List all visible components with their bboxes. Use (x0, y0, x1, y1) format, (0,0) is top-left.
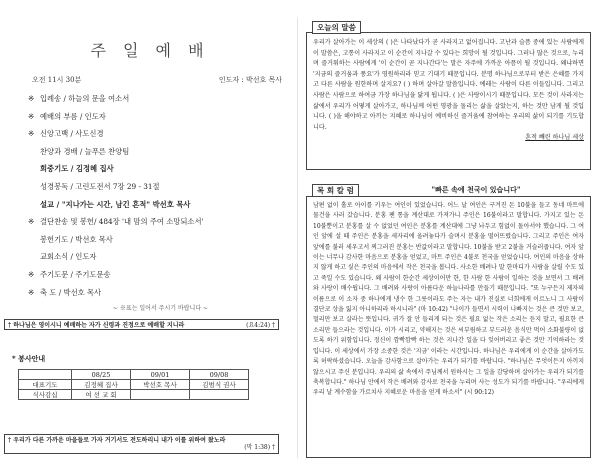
stand-mark: ※ (28, 94, 35, 103)
table-header-cell: 08/25 (72, 370, 131, 380)
table-cell: 박선호 목사 (131, 380, 190, 390)
order-item-text: 축 도 / 박선호 목사 (40, 287, 102, 297)
table-header-row (19, 370, 249, 380)
order-item-text: 신앙고백 / 사도신경 (40, 129, 104, 139)
scripture-banner (4, 319, 279, 330)
order-item (28, 95, 293, 113)
order-item (28, 218, 293, 236)
table-header-cell: 09/08 (190, 370, 249, 380)
stand-mark: ※ (28, 269, 35, 279)
service-leader: 인도자 : 박선호 목사 (218, 76, 282, 84)
stand-mark: ※ (28, 129, 35, 139)
table-header-cell (19, 370, 72, 380)
order-item (28, 236, 293, 254)
order-item (28, 183, 293, 201)
table-cell (190, 390, 249, 400)
column-divider (297, 18, 298, 458)
mission-ref: (막 1:38) † (244, 444, 275, 451)
order-item (28, 271, 293, 289)
order-item-text: 찬양과 경배 / 늘푸른 찬양팀 (40, 146, 130, 156)
scripture-text: † 하나님은 영이시니 예배하는 자가 신령과 진정으로 예배할 지니라 (8, 322, 185, 329)
table-header-cell: 09/01 (131, 370, 190, 380)
order-of-worship (28, 95, 293, 312)
page-title: 주 일 예 배 (90, 41, 210, 60)
service-info (32, 75, 282, 85)
serve-table (18, 369, 249, 400)
stand-mark: ※ (28, 217, 35, 227)
table-cell: 식사감십 (19, 390, 72, 400)
scripture-ref: (요4:24) † (246, 322, 275, 329)
order-item-text: 입례송 / 하늘의 문을 여소서 (40, 94, 130, 103)
order-item (28, 253, 293, 271)
mission-banner (4, 434, 279, 454)
order-item-text: 주기도문 / 주기도문송 (40, 269, 111, 279)
stand-mark: ※ (28, 287, 35, 297)
table-cell: 김범식 권사 (190, 380, 249, 390)
order-item (28, 165, 293, 183)
pastor-column-heading: 목 회 칼 럼 (312, 184, 359, 197)
pastor-column-title: "빠른 속에 천국이 있습니다" (431, 185, 521, 194)
table-row (19, 390, 249, 400)
pastor-column-box (306, 196, 591, 458)
table-row (19, 380, 249, 390)
stand-mark: ※ (28, 111, 35, 121)
order-item-text: 교회소식 / 인도자 (40, 252, 97, 262)
order-item-text: 봉헌기도 / 박선호 목사 (40, 234, 113, 244)
serve-section-title: * 봉사안내 (12, 354, 46, 363)
service-time: 오전 11시 30분 (32, 76, 82, 84)
pastor-column-body: 남편 없이 홀로 아이를 키우는 여인이 있었습니다. 어느 날 여인은 구겨진 돈 10불을 들고 동네 마트에 물건을 사러 갔습니다. 분홍 팬 통을 계산대로 가져가니 주인은 16불이라고 말합니다. 가지고 있는 돈 10불뿐이고 분홍를 살 수 없었던 여인은 분홍를 계산대에 그냥 놔두고 힘없이 돌아서야 했습니다. 그 여인 앞에 설 때 주인은 분홍을 세자리에 올려놓다가 슬며시 분홍을 떨어뜨렸습니다. 그리고 주인은 여자 앞에를 불러 세우고서 찌그러진 분홍는 반값이라고 말합니다. 10불을 받고 2불을 거슬러줍니다. 여자 앞이는 너무나 감사한 마음으로 분홍을 얻었고, 마트 주인은 4불로 천국을 얻었습니다. 여인의 마음을 상하지 않게 하고 싶은 주인의 마음에서 작은 천국을 봅니다. 사소한 배려나 말 한마디가 사람을 살릴 수도 있고 죽일 수도 있습니다. 왜 사람이 한순간 세상이어만 한, 한 사람 한 사람이 일하는 것을 보면서 그 배려와 사랑이 배수됩니다. 그 배려와 사랑이 아름다운 하늘나라를 만들기 때문입니다. "또 누구든지 제자의 이름으로 이 소자 중 하나에게 냉수 한 그릇이라도 주는 자는 내가 진실로 너희에게 이르노니 그 사람이 결단코 상을 잃지 아니하리라 하시니라" (마 10:42) "나이가 들면서 시력이 나빠지는 것은 큰 것만 보고, 멀리만 보고 살라는 뜻입니다. 귀가 잘 안 들리게 되는 것은 필요 없는 작은 소리는 듣지 말고, 필요한 큰 소리만 들으라는 것입니다. 이가 시리고, 약해지는 것은 씨부림하고 부드러운 음식만 먹어 소화불량이 없도록 하기 위함입니다. 정신이 깜빡깜빡 하는 것은 지나간 일을 다 잊어버리고 좋은 것만 기억하라는 것입니다. 이 세상에서 가장 소중한 것은 '지금' 이라는 시간입니다. 하나님은 우리에게 이 순간을 살아가도록 허락하셨습니다. 오늘을 감사함으로 살아가는 우리가 되기를 바랍니다. "하나님은 무엇이든지 아끼지 않으시고 주신 분입니다. 우리의 삶 속에서 주님께서 원하시는 그 일을 감당하며 살아가는 우리가 되기를 축복합니다." 하나님 안에서 작은 배려와 감사로 천국을 누리며 사는 성도가 되기를 바랍니다. "우리에게 우리 날 계수함을 가르치사 지혜로운 마음을 얻게 하소서" (시 90:12) (313, 202, 584, 397)
order-item-text: 결단찬송 및 봉헌/ 484장 '내 맘의 주여 소망되소서' (40, 217, 204, 227)
order-item (28, 289, 293, 307)
today-word-heading: 오늘의 말씀 (312, 21, 361, 34)
order-item (28, 130, 293, 148)
table-cell: 김정혜 집사 (72, 380, 131, 390)
today-word-box (306, 32, 591, 170)
standing-note: ~ ※표는 일어서 주시기 바랍니다 ~ (112, 305, 209, 313)
order-item (28, 201, 293, 219)
order-item-text: 예배의 부름 / 인도자 (40, 111, 106, 121)
order-item (28, 148, 293, 166)
order-item-text: 설교 / "지나가는 시간, 남긴 흔적" 박선호 목사 (40, 199, 191, 209)
table-cell (131, 390, 190, 400)
order-item (28, 113, 293, 131)
table-cell: 여 선 교 회 (72, 390, 131, 400)
table-cell: 대표기도 (19, 380, 72, 390)
order-item-text: 회중기도 / 김정혜 집사 (40, 164, 114, 174)
mission-text: † 우리가 다른 가까운 마을들로 가자 거기서도 전도하리니 내가 이를 위하여 왔노라 (8, 437, 226, 444)
order-item-text: 성경봉독 / 고린도전서 7장 29 - 31절 (40, 181, 160, 191)
today-word-body: 우리가 살아가는 이 세상의 ( )은 나타났다가 곧 사라지고 없어집니다. 고난과 슬픔 중에 있는 사람에게 이 말씀은, 고통이 사라지고 이 순간이 지나갈 수 있다는 희망이 될 것입니다. 그러나 많은 것으로, 누리며 즐거워하는 사람에게 '이 순간이 곧 지나간다'는 말은 자주에 가까운 아픔이 될 것입니다. 왜냐하면 '지금의 즐거움과 풍요'가 영원하리라 믿고 기대기 때문입니다. 분명 하나님으로부터 받은 은혜를 가지고 다른 사람을 원한하며 살지요? ( ) 하며 살아갈 말씀입니다. 예레는 사람이 다른 이들입니다. 그리고 사람은 사람으로 하여금 가장 하나님을 닮게 됩니다. ( )은 사랑이시기 때문입니다. 모든 것이 사라지는 삶에서 우리가 어떻게 살아가고, 하나님께 어떤 영광을 돌리는 삶을 살았는지, 하는 것만 남게 될 것입니다. ( )을 해야하고 아끼는 지혜로 하나님이 예비하신 즐거움에 참여하는 우리의 삶이 되기를 기도합니다. (313, 39, 584, 131)
today-word-signature: 혼적 빼린 하나님 세상 (525, 134, 584, 142)
